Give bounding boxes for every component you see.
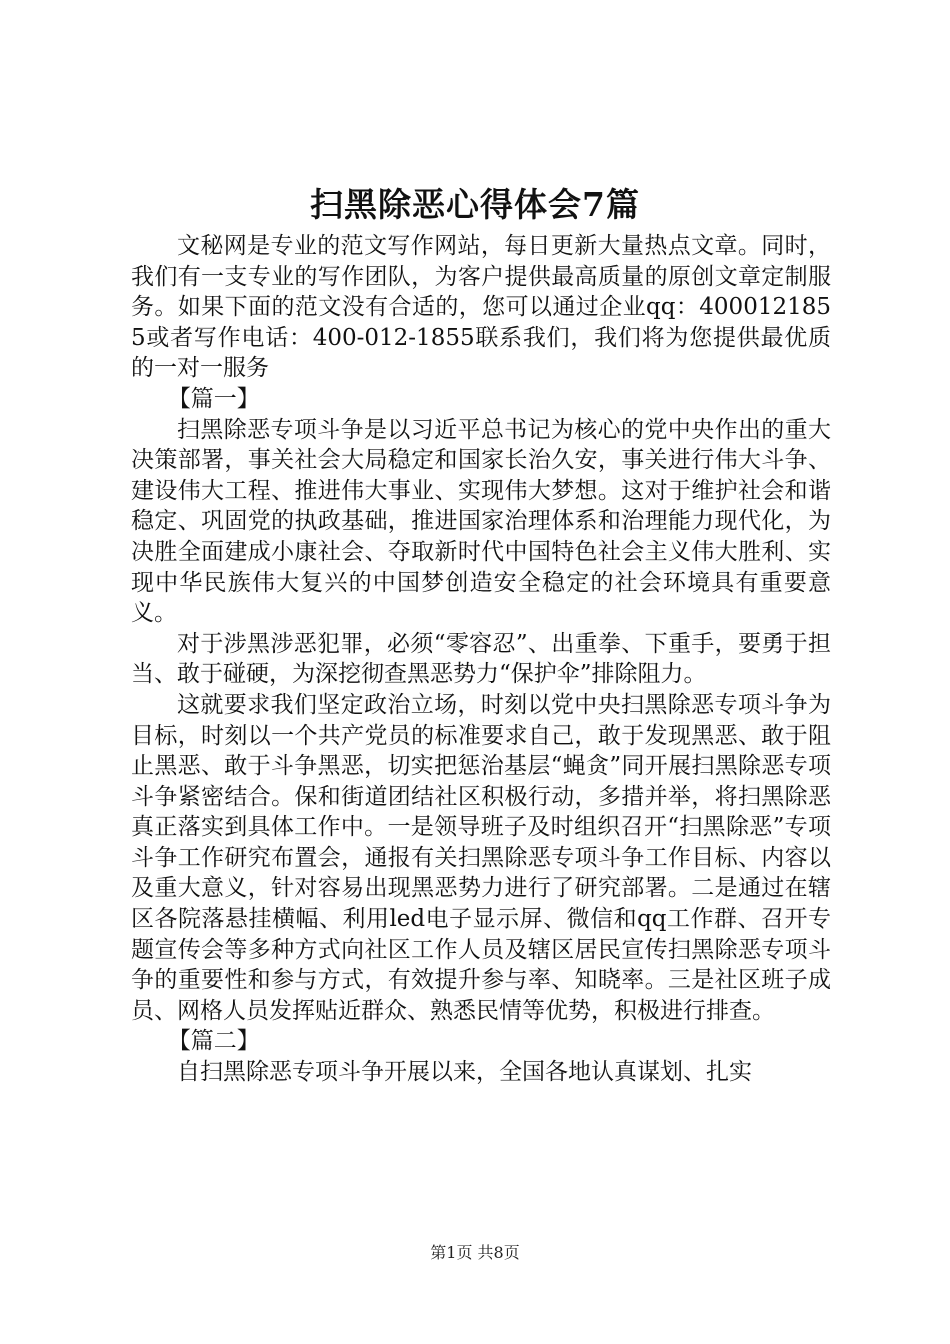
section-heading-2: 【篇二】: [167, 1028, 260, 1055]
body-paragraph: 对于涉黑涉恶犯罪，必须“零容忍”、出重拳、下重手，要勇于担当、敢于碰硬，为深挖彻查黑恶势力“保护伞”排除阻力。: [131, 630, 831, 688]
document-title: 扫黑除恶心得体会7篇: [310, 185, 640, 224]
page-number-footer: 第1页 共8页: [430, 1243, 520, 1262]
body-paragraph: 扫黑除恶专项斗争是以习近平总书记为核心的党中央作出的重大决策部署，事关社会大局稳定和国家长治久安，事关进行伟大斗争、建设伟大工程、推进伟大事业、实现伟大梦想。这对于维护社会和谐稳定、巩固党的执政基础，推进国家治理体系和治理能力现代化，为决胜全面建成小康社会、夺取新时代中国特色社会主义伟大胜利、实现中华民族伟大复兴的中国梦创造安全稳定的社会环境具有重要意义。: [131, 416, 831, 627]
intro-paragraph: 文秘网是专业的范文写作网站，每日更新大量热点文章。同时，我们有一支专业的写作团队，为客户提供最高质量的原创文章定制服务。如果下面的范文没有合适的，您可以通过企业qq：4000121855或者写作电话：400-012-1855联系我们，我们将为您提供最优质的一对一服务: [131, 233, 831, 382]
body-paragraph: 这就要求我们坚定政治立场，时刻以党中央扫黑除恶专项斗争为目标，时刻以一个共产党员的标准要求自己，敢于发现黑恶、敢于阻止黑恶、敢于斗争黑恶，切实把惩治基层“蝇贪”同开展扫黑除恶专项斗争紧密结合。保和街道团结社区积极行动，多措并举，将扫黑除恶真正落实到具体工作中。一是领导班子及时组织召开“扫黑除恶”专项斗争工作研究布置会，通报有关扫黑除恶专项斗争工作目标、内容以及重大意义，针对容易出现黑恶势力进行了研究部署。二是通过在辖区各院落悬挂横幅、利用led电子显示屏、微信和qq工作群、召开专题宣传会等多种方式向社区工作人员及辖区居民宣传扫黑除恶专项斗争的重要性和参与方式，有效提升参与率、知晓率。三是社区班子成员、网格人员发挥贴近群众、熟悉民情等优势，积极进行排查。: [131, 691, 831, 1024]
body-paragraph: 自扫黑除恶专项斗争开展以来，全国各地认真谋划、扎实: [177, 1059, 752, 1086]
section-heading-1: 【篇一】: [167, 385, 260, 412]
document-body: [131, 231, 831, 1088]
